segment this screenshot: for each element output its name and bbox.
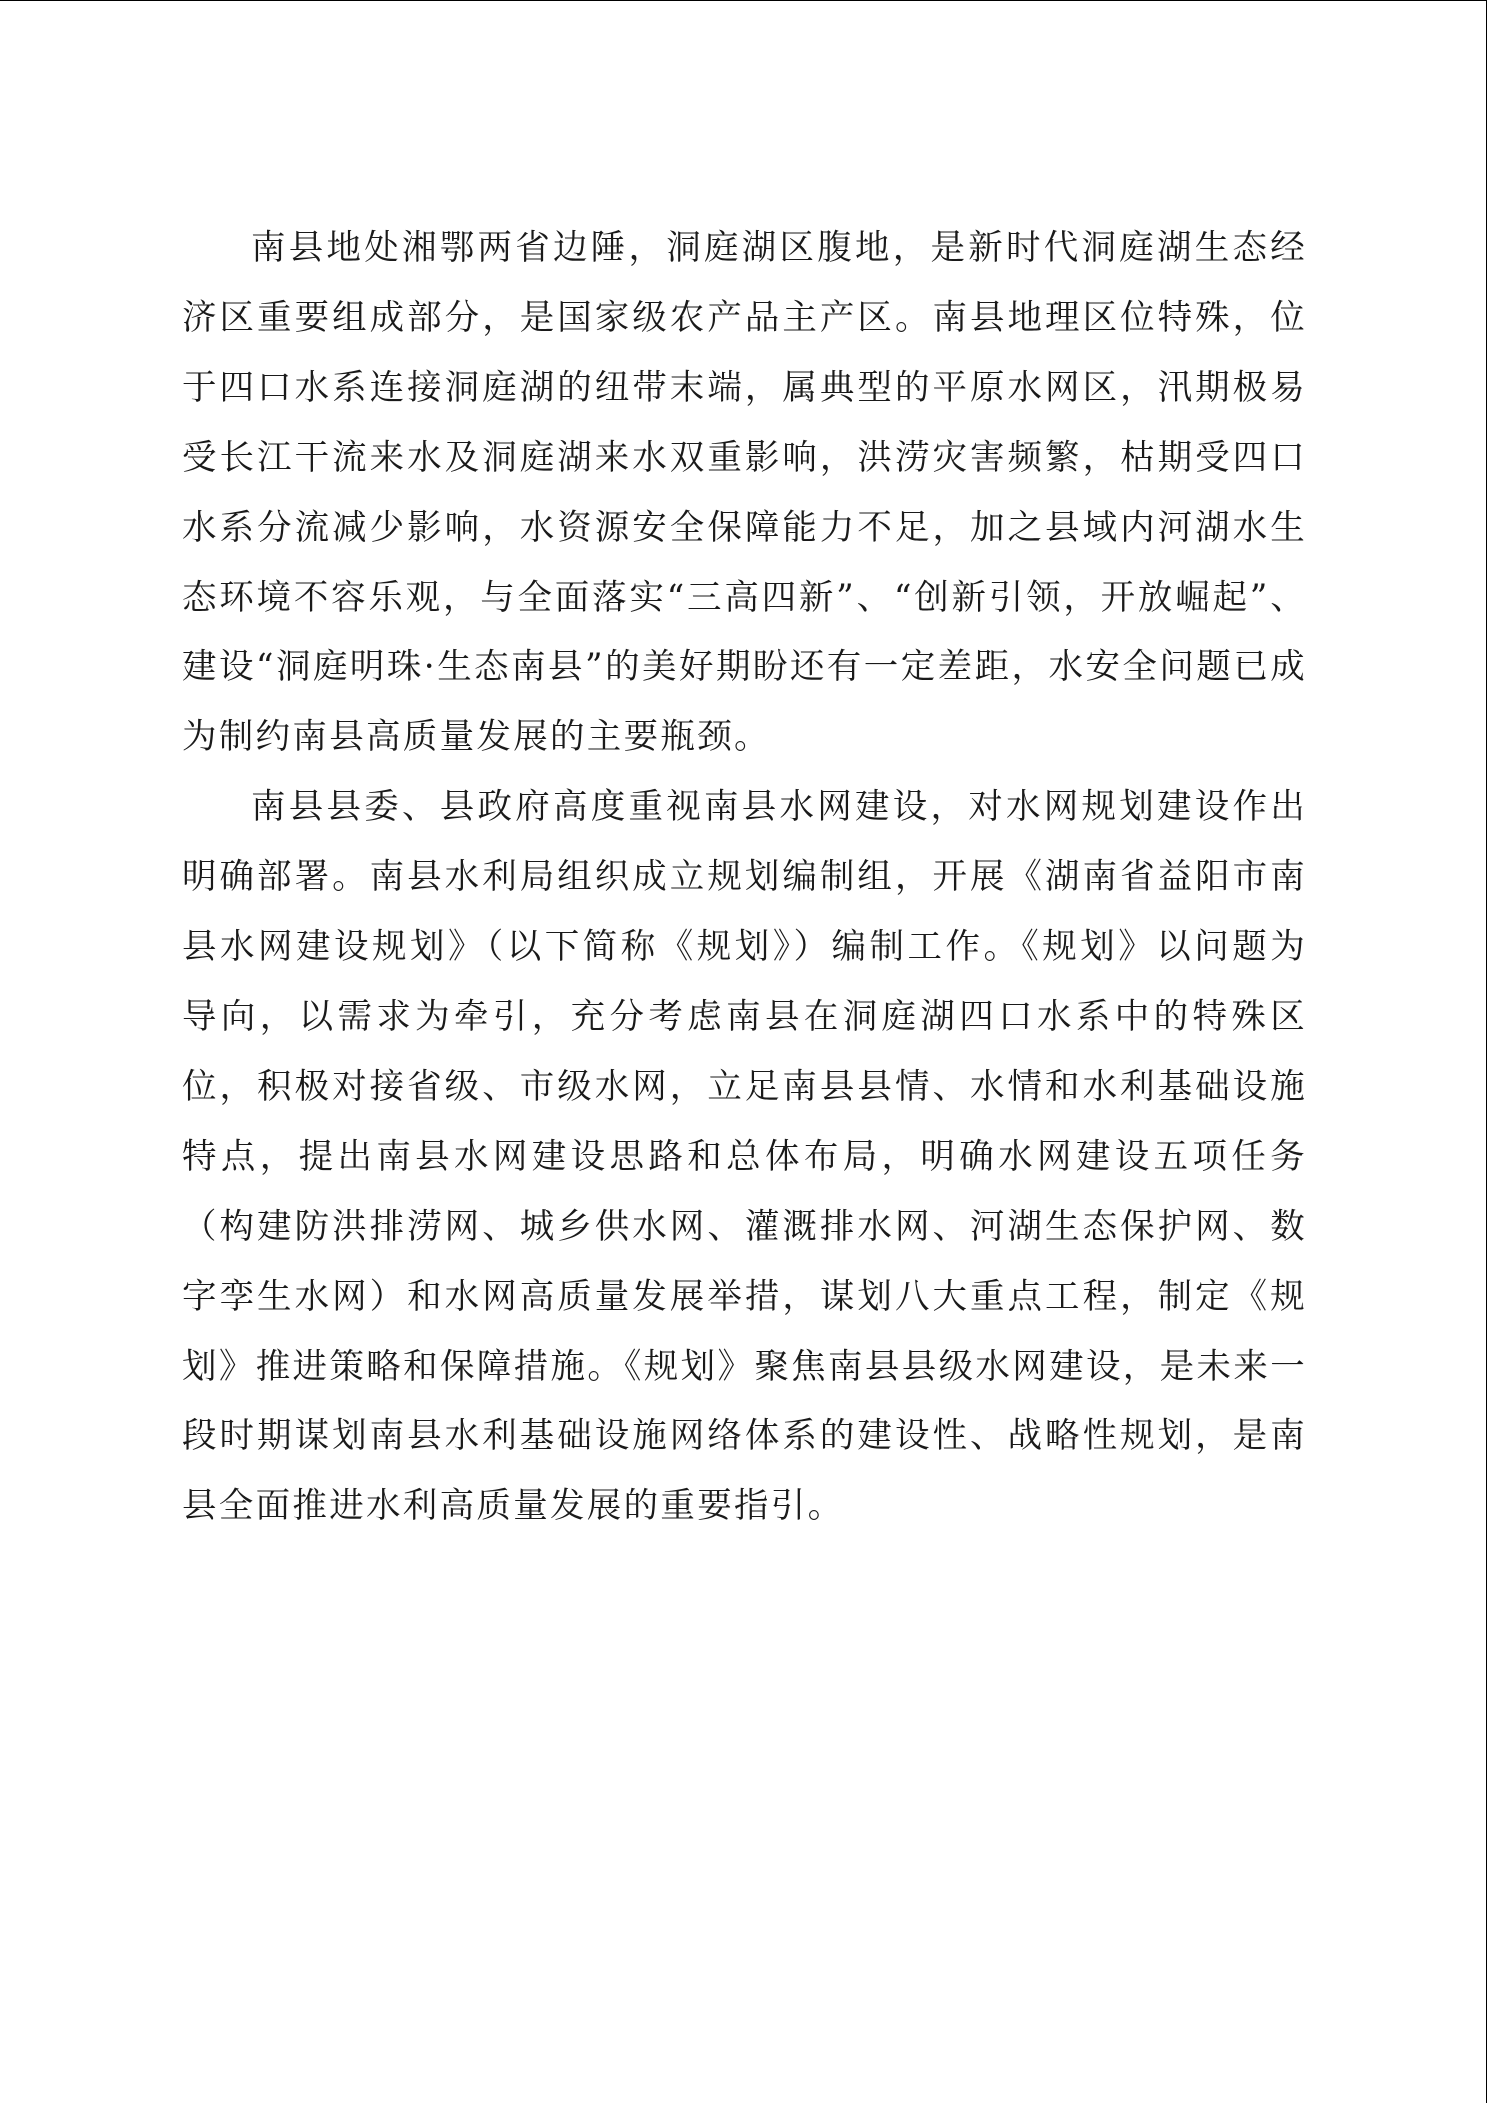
document-body	[182, 214, 1307, 1542]
paragraph-planning: 南县县委、县政府高度重视南县水网建设，对水网规划建设作出明确部署。南县水利局组织成立规划编制组，开展《湖南省益阳市南县水网建设规划》（以下简称《规划》）编制工作。《规划》以问题为导向，以需求为牵引，充分考虑南县在洞庭湖四口水系中的特殊区位，积极对接省级、市级水网，立足南县县情、水情和水利基础设施特点，提出南县水网建设思路和总体布局，明确水网建设五项任务（构建防洪排涝网、城乡供水网、灌溉排水网、河湖生态保护网、数字孪生水网）和水网高质量发展举措，谋划八大重点工程，制定《规划》推进策略和保障措施。《规划》聚焦南县县级水网建设，是未来一段时期谋划南县水利基础设施网络体系的建设性、战略性规划，是南县全面推进水利高质量发展的重要指引。	[182, 787, 1307, 1527]
paragraph-overview: 南县地处湘鄂两省边陲，洞庭湖区腹地，是新时代洞庭湖生态经济区重要组成部分，是国家级农产品主产区。南县地理区位特殊，位于四口水系连接洞庭湖的纽带末端，属典型的平原水网区，汛期极易受长江干流来水及洞庭湖来水双重影响，洪涝灾害频繁，枯期受四口水系分流减少影响，水资源安全保障能力不足，加之县域内河湖水生态环境不容乐观，与全面落实“三高四新”、“创新引领，开放崛起”、建设“洞庭明珠·生态南县”的美好期盼还有一定差距，水安全问题已成为制约南县高质量发展的主要瓶颈。	[182, 228, 1307, 758]
